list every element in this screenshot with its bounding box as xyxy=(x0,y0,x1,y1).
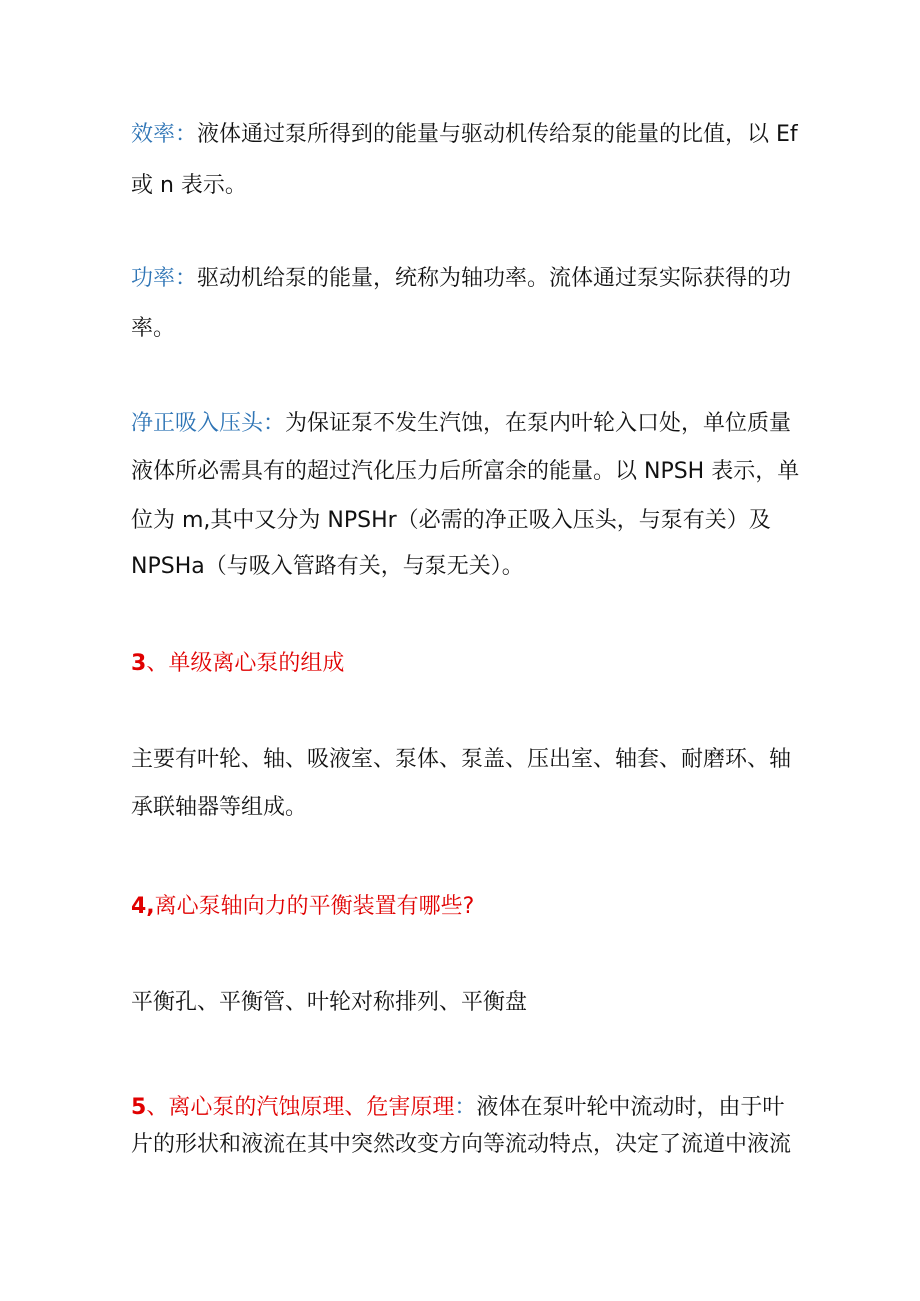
section-5-line-1 xyxy=(131,1093,784,1123)
npsh-colon: ： xyxy=(263,411,286,436)
npsh-line-1 xyxy=(131,409,791,439)
section-3-number: 3 xyxy=(131,651,147,676)
npsh-text-3: 位为 m,其中又分为 NPSHr（必需的净正吸入压头，与泵有关）及 xyxy=(131,508,771,533)
section-4-title: 离心泵轴向力的平衡装置有哪些? xyxy=(154,894,475,919)
power-text-2: 率。 xyxy=(131,316,176,341)
power-term: 功率 xyxy=(131,266,176,291)
section-3-text-1: 主要有叶轮、轴、吸液室、泵体、泵盖、压出室、轴套、耐磨环、轴 xyxy=(131,747,792,772)
section-4-number: 4, xyxy=(131,894,155,919)
efficiency-line-2 xyxy=(131,171,247,201)
section-3-line-2 xyxy=(131,793,307,823)
efficiency-text-1: 液体通过泵所得到的能量与驱动机传给泵的能量的比值，以 Ef xyxy=(197,122,798,147)
section-5-colon: ： xyxy=(454,1095,477,1120)
section-5-text-1: 液体在泵叶轮中流动时，由于叶 xyxy=(476,1095,785,1120)
npsh-text-4: NPSHa（与吸入管路有关，与泵无关）。 xyxy=(131,554,524,579)
section-4-text-1: 平衡孔、平衡管、叶轮对称排列、平衡盘 xyxy=(131,990,528,1015)
power-text-1: 驱动机给泵的能量，统称为轴功率。流体通过泵实际获得的功 xyxy=(197,266,792,291)
npsh-text-1: 为保证泵不发生汽蚀，在泵内叶轮入口处，单位质量 xyxy=(285,411,792,436)
section-3-text-2: 承联轴器等组成。 xyxy=(131,795,308,820)
efficiency-text-2: 或 n 表示。 xyxy=(131,173,247,198)
efficiency-line-1 xyxy=(131,120,798,150)
power-line-1 xyxy=(131,264,791,294)
power-line-2 xyxy=(131,314,175,344)
section-5-title: 、离心泵的汽蚀原理、危害原理 xyxy=(146,1095,455,1120)
npsh-text-2: 液体所必需具有的超过汽化压力后所富余的能量。以 NPSH 表示，单 xyxy=(131,459,800,484)
section-3-line-1 xyxy=(131,745,791,775)
npsh-line-2 xyxy=(131,457,799,487)
section-5-text-2: 片的形状和液流在其中突然改变方向等流动特点，决定了流道中液流 xyxy=(131,1132,792,1157)
section-3-heading xyxy=(131,649,344,679)
section-4-line-1 xyxy=(131,988,527,1018)
npsh-line-4 xyxy=(131,552,524,582)
section-3-title: 、单级离心泵的组成 xyxy=(146,651,345,676)
npsh-term: 净正吸入压头 xyxy=(131,411,264,436)
section-4-heading xyxy=(131,892,474,922)
efficiency-term: 效率 xyxy=(131,122,176,147)
efficiency-colon: ： xyxy=(175,122,198,147)
power-colon: ： xyxy=(175,266,198,291)
section-5-line-2 xyxy=(131,1130,791,1160)
npsh-line-3 xyxy=(131,506,771,536)
section-5-number: 5 xyxy=(131,1095,147,1120)
